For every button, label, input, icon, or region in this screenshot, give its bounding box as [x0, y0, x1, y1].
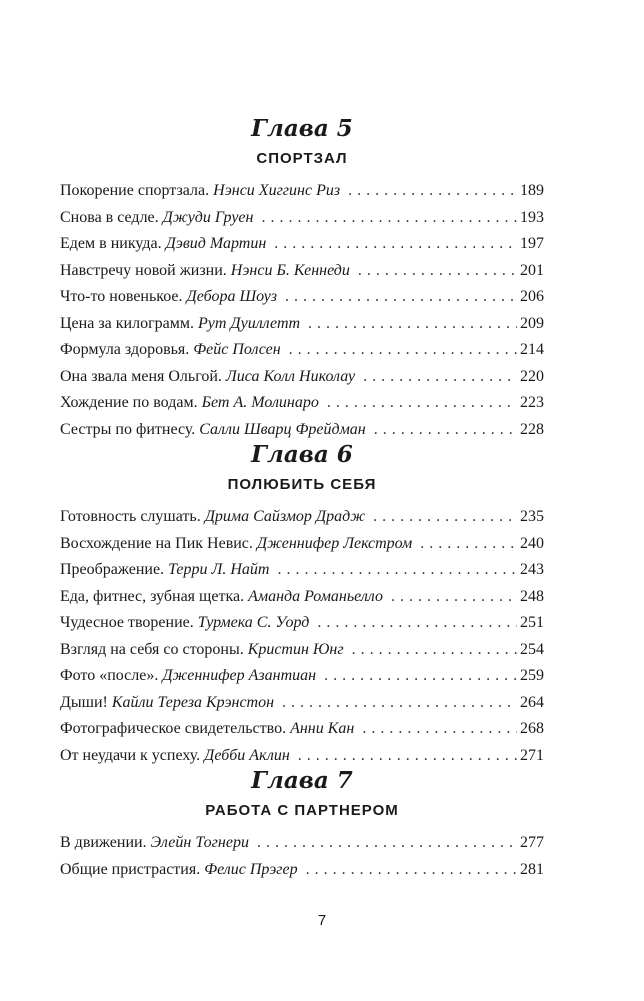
entry-page: 228	[520, 420, 544, 438]
dot-leader	[391, 584, 517, 611]
toc-entry[interactable]	[60, 716, 544, 743]
entry-title: Восхождение на Пик Невис.	[60, 534, 253, 552]
toc-entry[interactable]	[60, 663, 544, 690]
entry-page: 259	[520, 667, 544, 684]
entry-title: Покорение спортзала.	[60, 182, 210, 199]
dot-leader	[277, 557, 517, 584]
entry-title: Снова в седле.	[60, 208, 159, 226]
entry-author: Дженнифер Лекстром	[256, 534, 413, 552]
entry-page: 268	[520, 720, 544, 737]
entry-page: 193	[520, 208, 544, 226]
toc-entry[interactable]	[60, 311, 544, 338]
entry-page: 281	[520, 860, 544, 878]
entry-author: Дэвид Мартин	[165, 235, 267, 252]
chapter-6	[60, 438, 544, 769]
chapter-7	[60, 764, 544, 883]
dot-leader	[327, 390, 517, 417]
toc-entry[interactable]	[60, 337, 544, 364]
dot-leader	[285, 284, 517, 311]
entry-title: Фото «после».	[60, 667, 159, 684]
entry-author: Фейс Полсен	[193, 341, 281, 358]
entry-author: Турмека С. Уорд	[197, 614, 310, 631]
toc-entry[interactable]	[60, 231, 544, 258]
entry-author: Дженнифер Азантиан	[162, 667, 317, 684]
entry-page: 214	[520, 341, 544, 358]
dot-leader	[363, 364, 517, 391]
dot-leader	[289, 337, 517, 364]
dot-leader	[282, 690, 517, 717]
dot-leader	[274, 231, 517, 258]
entry-page: 189	[520, 182, 544, 199]
dot-leader	[261, 205, 517, 232]
entry-title: Едем в никуда.	[60, 235, 162, 252]
toc-entry[interactable]	[60, 390, 544, 417]
entry-author: Терри Л. Найт	[168, 561, 270, 578]
entry-title: Фотографическое свидетельство.	[60, 720, 287, 737]
dot-leader	[257, 830, 517, 857]
entry-author: Джуди Груен	[162, 208, 254, 226]
toc-entry[interactable]	[60, 284, 544, 311]
toc-entry[interactable]	[60, 258, 544, 285]
entry-page: 201	[520, 261, 544, 279]
entry-title: Она звала меня Ольгой.	[60, 367, 222, 385]
toc-entry[interactable]	[60, 364, 544, 391]
chapter-5	[60, 112, 544, 443]
dot-leader	[317, 610, 517, 637]
entry-author: Элейн Тогнери	[150, 834, 249, 851]
entry-title: Преображение.	[60, 561, 165, 578]
toc-entry[interactable]	[60, 610, 544, 637]
dot-leader	[373, 504, 517, 531]
entry-author: Бет А. Молинаро	[201, 394, 319, 411]
entry-author: Рут Дуиллетт	[197, 314, 301, 332]
toc-entry[interactable]	[60, 584, 544, 611]
entry-title: Дыши!	[60, 693, 108, 711]
entry-page: 251	[520, 614, 544, 631]
toc-entry[interactable]	[60, 178, 544, 205]
entry-page: 235	[520, 508, 544, 525]
chapter-title: ПОЛЮБИТЬ СЕБЯ	[227, 476, 377, 493]
chapter-heading: Глава 5	[251, 115, 353, 142]
entry-title: Навстречу новой жизни.	[60, 261, 227, 279]
toc-entry[interactable]	[60, 557, 544, 584]
entry-page: 220	[520, 367, 544, 385]
toc-entry[interactable]	[60, 531, 544, 558]
entry-title: Формула здоровья.	[60, 341, 190, 358]
entry-page: 209	[520, 314, 544, 332]
entry-page: 254	[520, 640, 544, 658]
chapter-heading: Глава 7	[251, 767, 353, 794]
entry-author: Анни Кан	[290, 720, 355, 737]
entry-title: Сестры по фитнесу.	[60, 420, 196, 438]
chapter-heading: Глава 6	[251, 441, 353, 468]
dot-leader	[348, 178, 517, 205]
entry-title: Что-то новенькое.	[60, 288, 183, 305]
chapter-title: РАБОТА С ПАРТНЕРОМ	[205, 802, 399, 819]
entry-title: От неудачи к успеху.	[60, 746, 201, 764]
page-number: 7	[317, 912, 327, 929]
entry-author: Нэнси Б. Кеннеди	[230, 261, 350, 279]
toc-entry[interactable]	[60, 205, 544, 232]
entry-page: 264	[520, 693, 544, 711]
dot-leader	[362, 716, 517, 743]
dot-leader	[306, 857, 517, 884]
entry-page: 277	[520, 834, 544, 851]
entry-author: Нэнси Хиггинс Риз	[213, 182, 341, 199]
toc-entry[interactable]	[60, 830, 544, 857]
toc-entry[interactable]	[60, 637, 544, 664]
entry-page: 223	[520, 394, 544, 411]
entry-title: В движении.	[60, 834, 147, 851]
dot-leader	[358, 258, 517, 285]
entry-page: 240	[520, 534, 544, 552]
entry-author: Лиса Колл Николау	[225, 367, 356, 385]
entry-page: 243	[520, 561, 544, 578]
dot-leader	[324, 663, 517, 690]
entry-author: Дебора Шоуз	[186, 288, 277, 305]
entry-author: Дрима Сайзмор Драдж	[204, 508, 366, 525]
entry-title: Чудесное творение.	[60, 614, 194, 631]
entry-author: Фелис Прэгер	[204, 860, 298, 878]
toc-entry[interactable]	[60, 690, 544, 717]
entry-page: 206	[520, 288, 544, 305]
entry-title: Взгляд на себя со стороны.	[60, 640, 244, 658]
entry-author: Кайли Тереза Крэнстон	[111, 693, 275, 711]
entry-author: Дебби Аклин	[204, 746, 290, 764]
dot-leader	[420, 531, 517, 558]
dot-leader	[352, 637, 517, 664]
chapter-title: СПОРТЗАЛ	[256, 150, 348, 167]
toc-entry[interactable]	[60, 504, 544, 531]
entry-page: 248	[520, 587, 544, 605]
entry-title: Еда, фитнес, зубная щетка.	[60, 587, 245, 605]
entry-title: Цена за килограмм.	[60, 314, 194, 332]
toc-entry[interactable]	[60, 857, 544, 884]
entry-title: Хождение по водам.	[60, 394, 198, 411]
entry-page: 271	[520, 746, 544, 764]
dot-leader	[308, 311, 517, 338]
entry-author: Кристин Юнг	[247, 640, 344, 658]
entry-title: Готовность слушать.	[60, 508, 201, 525]
entry-page: 197	[520, 235, 544, 252]
entry-title: Общие пристрастия.	[60, 860, 201, 878]
entry-author: Салли Шварц Фрейдман	[199, 420, 366, 438]
entry-author: Аманда Романьелло	[248, 587, 383, 605]
